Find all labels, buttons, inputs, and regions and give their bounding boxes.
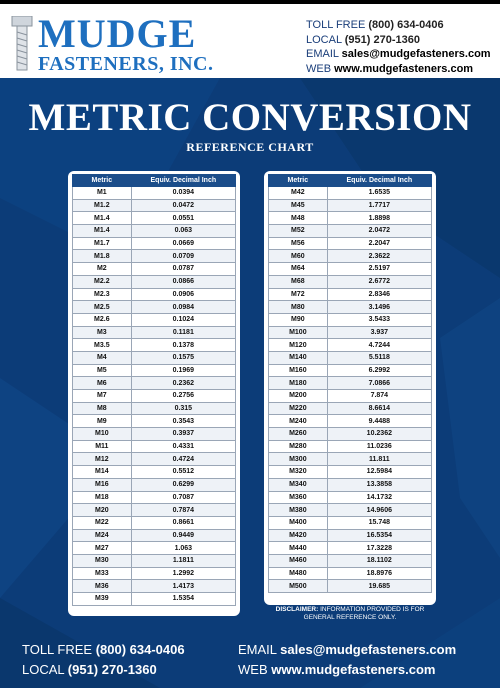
metric-size-cell: M4 xyxy=(73,351,132,364)
metric-size-cell: M5 xyxy=(73,364,132,377)
metric-size-cell: M2.6 xyxy=(73,313,132,326)
column-header-metric: Metric xyxy=(73,175,132,187)
table-row xyxy=(73,402,236,415)
table-row xyxy=(73,237,236,250)
decimal-inch-cell: 1.7717 xyxy=(327,199,431,212)
metric-size-cell: M100 xyxy=(269,326,328,339)
company-logo[interactable] xyxy=(10,11,220,75)
table-row xyxy=(73,580,236,593)
metric-size-cell: M260 xyxy=(269,428,328,441)
metric-size-cell: M48 xyxy=(269,212,328,225)
decimal-inch-cell: 8.6614 xyxy=(327,402,431,415)
decimal-inch-cell: 0.2362 xyxy=(131,377,235,390)
column-header-inch: Equiv. Decimal Inch xyxy=(327,175,431,187)
decimal-inch-cell: 0.1969 xyxy=(131,364,235,377)
table-row xyxy=(73,554,236,567)
decimal-inch-cell: 18.8976 xyxy=(327,567,431,580)
decimal-inch-cell: 2.8346 xyxy=(327,288,431,301)
decimal-inch-cell: 0.9449 xyxy=(131,529,235,542)
table-row xyxy=(269,542,432,555)
table-row xyxy=(269,478,432,491)
table-row xyxy=(269,453,432,466)
table-row xyxy=(73,225,236,238)
metric-size-cell: M42 xyxy=(269,187,328,200)
table-row xyxy=(73,593,236,606)
decimal-inch-cell: 2.5197 xyxy=(327,263,431,276)
decimal-inch-cell: 0.1575 xyxy=(131,351,235,364)
header-local[interactable]: LOCAL (951) 270-1360 xyxy=(306,33,420,46)
table-row xyxy=(73,428,236,441)
decimal-inch-cell: 9.4488 xyxy=(327,415,431,428)
decimal-inch-cell: 17.3228 xyxy=(327,542,431,555)
table-row xyxy=(73,453,236,466)
metric-size-cell: M10 xyxy=(73,428,132,441)
footer-web[interactable]: WEB www.mudgefasteners.com xyxy=(238,662,436,677)
page-subtitle: REFERENCE CHART xyxy=(186,140,314,154)
metric-size-cell: M400 xyxy=(269,516,328,529)
footer-phones xyxy=(22,640,185,680)
disclaimer xyxy=(264,606,436,622)
decimal-inch-cell: 0.5512 xyxy=(131,466,235,479)
metric-size-cell: M1.8 xyxy=(73,250,132,263)
decimal-inch-cell: 0.0787 xyxy=(131,263,235,276)
decimal-inch-cell: 10.2362 xyxy=(327,428,431,441)
header-web[interactable]: WEB www.mudgefasteners.com xyxy=(306,62,474,75)
metric-size-cell: M45 xyxy=(269,199,328,212)
table-row xyxy=(269,516,432,529)
metric-size-cell: M2.5 xyxy=(73,301,132,314)
metric-size-cell: M24 xyxy=(73,529,132,542)
table-row xyxy=(269,187,432,200)
decimal-inch-cell: 0.6299 xyxy=(131,478,235,491)
decimal-inch-cell: 3.1496 xyxy=(327,301,431,314)
conversion-table-right xyxy=(264,171,436,605)
decimal-inch-cell: 1.063 xyxy=(131,542,235,555)
metric-size-cell: M8 xyxy=(73,402,132,415)
metric-size-cell: M56 xyxy=(269,237,328,250)
metric-size-cell: M360 xyxy=(269,491,328,504)
metric-size-cell: M14 xyxy=(73,466,132,479)
decimal-inch-cell: 14.9606 xyxy=(327,504,431,517)
table-row xyxy=(73,339,236,352)
metric-size-cell: M320 xyxy=(269,466,328,479)
decimal-inch-cell: 19.685 xyxy=(327,580,431,593)
decimal-inch-cell: 0.315 xyxy=(131,402,235,415)
metric-size-cell: M22 xyxy=(73,516,132,529)
footer-online xyxy=(238,640,456,680)
metric-size-cell: M120 xyxy=(269,339,328,352)
table-row xyxy=(73,567,236,580)
metric-size-cell: M300 xyxy=(269,453,328,466)
decimal-inch-cell: 1.1811 xyxy=(131,554,235,567)
left-table-body xyxy=(73,187,236,606)
metric-size-cell: M68 xyxy=(269,275,328,288)
table-row xyxy=(269,402,432,415)
metric-size-cell: M18 xyxy=(73,491,132,504)
decimal-inch-cell: 13.3858 xyxy=(327,478,431,491)
decimal-inch-cell: 16.5354 xyxy=(327,529,431,542)
table-row xyxy=(269,428,432,441)
decimal-inch-cell: 3.937 xyxy=(327,326,431,339)
metric-size-cell: M60 xyxy=(269,250,328,263)
metric-size-cell: M460 xyxy=(269,554,328,567)
table-row xyxy=(73,351,236,364)
metric-size-cell: M2 xyxy=(73,263,132,276)
table-row xyxy=(73,504,236,517)
table-row xyxy=(73,313,236,326)
metric-size-cell: M420 xyxy=(269,529,328,542)
metric-size-cell: M240 xyxy=(269,415,328,428)
table-row xyxy=(73,390,236,403)
column-header-metric: Metric xyxy=(269,175,328,187)
table-row xyxy=(73,326,236,339)
table-row xyxy=(73,440,236,453)
table-row xyxy=(269,237,432,250)
decimal-inch-cell: 0.3937 xyxy=(131,428,235,441)
table-row xyxy=(73,516,236,529)
metric-size-cell: M90 xyxy=(269,313,328,326)
footer-email[interactable]: EMAIL sales@mudgefasteners.com xyxy=(238,642,457,657)
decimal-inch-cell: 0.0866 xyxy=(131,275,235,288)
table-row xyxy=(269,212,432,225)
metric-size-cell: M480 xyxy=(269,567,328,580)
right-table-body xyxy=(269,187,432,593)
table-row xyxy=(269,313,432,326)
decimal-inch-cell: 1.6535 xyxy=(327,187,431,200)
metric-size-cell: M27 xyxy=(73,542,132,555)
decimal-inch-cell: 0.0472 xyxy=(131,199,235,212)
decimal-inch-cell: 0.063 xyxy=(131,225,235,238)
logo-subname: FASTENERS, INC. xyxy=(38,53,214,75)
decimal-inch-cell: 1.5354 xyxy=(131,593,235,606)
table-row xyxy=(73,377,236,390)
footer-toll-free[interactable]: TOLL FREE (800) 634-0406 xyxy=(22,642,185,657)
decimal-inch-cell: 7.0866 xyxy=(327,377,431,390)
table-row xyxy=(73,364,236,377)
decimal-inch-cell: 0.0984 xyxy=(131,301,235,314)
decimal-inch-cell: 0.8661 xyxy=(131,516,235,529)
decimal-inch-cell: 11.811 xyxy=(327,453,431,466)
table-row xyxy=(269,263,432,276)
decimal-inch-cell: 2.0472 xyxy=(327,225,431,238)
table-row xyxy=(73,529,236,542)
metric-size-cell: M12 xyxy=(73,453,132,466)
disclaimer-text: INFORMATION PROVIDED IS FOR GENERAL REFERENCE ONLY. xyxy=(303,606,425,621)
metric-size-cell: M140 xyxy=(269,351,328,364)
decimal-inch-cell: 15.748 xyxy=(327,516,431,529)
table-row xyxy=(73,415,236,428)
metric-size-cell: M30 xyxy=(73,554,132,567)
table-row xyxy=(269,554,432,567)
decimal-inch-cell: 0.0669 xyxy=(131,237,235,250)
page-title: METRIC CONVERSION xyxy=(28,96,472,139)
header xyxy=(0,0,500,78)
decimal-inch-cell: 1.8898 xyxy=(327,212,431,225)
table-row xyxy=(73,250,236,263)
decimal-inch-cell: 2.2047 xyxy=(327,237,431,250)
metric-size-cell: M11 xyxy=(73,440,132,453)
decimal-inch-cell: 4.7244 xyxy=(327,339,431,352)
header-email[interactable]: EMAIL sales@mudgefasteners.com xyxy=(306,48,491,60)
metric-size-cell: M2.3 xyxy=(73,288,132,301)
decimal-inch-cell: 0.4724 xyxy=(131,453,235,466)
metric-size-cell: M20 xyxy=(73,504,132,517)
metric-size-cell: M3 xyxy=(73,326,132,339)
metric-size-cell: M220 xyxy=(269,402,328,415)
decimal-inch-cell: 0.2756 xyxy=(131,390,235,403)
table-row xyxy=(269,288,432,301)
table-row xyxy=(269,504,432,517)
decimal-inch-cell: 0.4331 xyxy=(131,440,235,453)
table-row xyxy=(269,250,432,263)
table-row xyxy=(269,390,432,403)
table-row xyxy=(73,478,236,491)
metric-size-cell: M1.7 xyxy=(73,237,132,250)
table-row xyxy=(269,301,432,314)
metric-size-cell: M340 xyxy=(269,478,328,491)
decimal-inch-cell: 0.0551 xyxy=(131,212,235,225)
metric-size-cell: M9 xyxy=(73,415,132,428)
decimal-inch-cell: 1.4173 xyxy=(131,580,235,593)
metric-size-cell: M36 xyxy=(73,580,132,593)
metric-size-cell: M1.2 xyxy=(73,199,132,212)
metric-size-cell: M33 xyxy=(73,567,132,580)
column-header-inch: Equiv. Decimal Inch xyxy=(131,175,235,187)
metric-size-cell: M500 xyxy=(269,580,328,593)
metric-size-cell: M80 xyxy=(269,301,328,314)
decimal-inch-cell: 0.0906 xyxy=(131,288,235,301)
metric-size-cell: M180 xyxy=(269,377,328,390)
table-row xyxy=(73,263,236,276)
disclaimer-label: DISCLAIMER: xyxy=(275,606,319,613)
metric-size-cell: M200 xyxy=(269,390,328,403)
table-row xyxy=(269,364,432,377)
metric-size-cell: M39 xyxy=(73,593,132,606)
table-row xyxy=(269,580,432,593)
metric-size-cell: M1.4 xyxy=(73,212,132,225)
metric-size-cell: M280 xyxy=(269,440,328,453)
table-row xyxy=(269,351,432,364)
decimal-inch-cell: 12.5984 xyxy=(327,466,431,479)
decimal-inch-cell: 14.1732 xyxy=(327,491,431,504)
decimal-inch-cell: 1.2992 xyxy=(131,567,235,580)
decimal-inch-cell: 0.1378 xyxy=(131,339,235,352)
metric-size-cell: M72 xyxy=(269,288,328,301)
decimal-inch-cell: 18.1102 xyxy=(327,554,431,567)
metric-size-cell: M6 xyxy=(73,377,132,390)
header-contact xyxy=(306,18,491,76)
table-row xyxy=(73,275,236,288)
table-row xyxy=(269,529,432,542)
decimal-inch-cell: 0.0394 xyxy=(131,187,235,200)
table-row xyxy=(269,491,432,504)
decimal-inch-cell: 11.0236 xyxy=(327,440,431,453)
footer-local[interactable]: LOCAL (951) 270-1360 xyxy=(22,662,157,677)
decimal-inch-cell: 0.1024 xyxy=(131,313,235,326)
table-row xyxy=(73,466,236,479)
metric-size-cell: M16 xyxy=(73,478,132,491)
decimal-inch-cell: 2.6772 xyxy=(327,275,431,288)
decimal-inch-cell: 0.7874 xyxy=(131,504,235,517)
table-row xyxy=(73,301,236,314)
decimal-inch-cell: 3.5433 xyxy=(327,313,431,326)
metric-size-cell: M1 xyxy=(73,187,132,200)
metric-size-cell: M2.2 xyxy=(73,275,132,288)
table-row xyxy=(73,542,236,555)
decimal-inch-cell: 5.5118 xyxy=(327,351,431,364)
table-row xyxy=(269,339,432,352)
table-row xyxy=(269,225,432,238)
decimal-inch-cell: 0.3543 xyxy=(131,415,235,428)
table-row xyxy=(269,440,432,453)
metric-size-cell: M52 xyxy=(269,225,328,238)
table-row xyxy=(73,491,236,504)
metric-size-cell: M3.5 xyxy=(73,339,132,352)
table-row xyxy=(269,326,432,339)
table-row xyxy=(73,212,236,225)
metric-size-cell: M380 xyxy=(269,504,328,517)
table-row xyxy=(269,466,432,479)
metric-size-cell: M440 xyxy=(269,542,328,555)
metric-size-cell: M64 xyxy=(269,263,328,276)
table-row xyxy=(73,288,236,301)
table-row xyxy=(269,199,432,212)
bolt-icon xyxy=(10,16,34,72)
decimal-inch-cell: 0.0709 xyxy=(131,250,235,263)
decimal-inch-cell: 2.3622 xyxy=(327,250,431,263)
table-row xyxy=(269,275,432,288)
metric-size-cell: M7 xyxy=(73,390,132,403)
header-toll-free[interactable]: TOLL FREE (800) 634-0406 xyxy=(306,19,444,31)
metric-size-cell: M160 xyxy=(269,364,328,377)
table-row xyxy=(269,377,432,390)
logo-name: MUDGE xyxy=(38,11,197,56)
conversion-table-left xyxy=(68,171,240,616)
table-row xyxy=(73,187,236,200)
decimal-inch-cell: 0.7087 xyxy=(131,491,235,504)
metric-size-cell: M1.4 xyxy=(73,225,132,238)
decimal-inch-cell: 0.1181 xyxy=(131,326,235,339)
decimal-inch-cell: 6.2992 xyxy=(327,364,431,377)
table-row xyxy=(269,415,432,428)
table-row xyxy=(73,199,236,212)
table-row xyxy=(269,567,432,580)
decimal-inch-cell: 7.874 xyxy=(327,390,431,403)
